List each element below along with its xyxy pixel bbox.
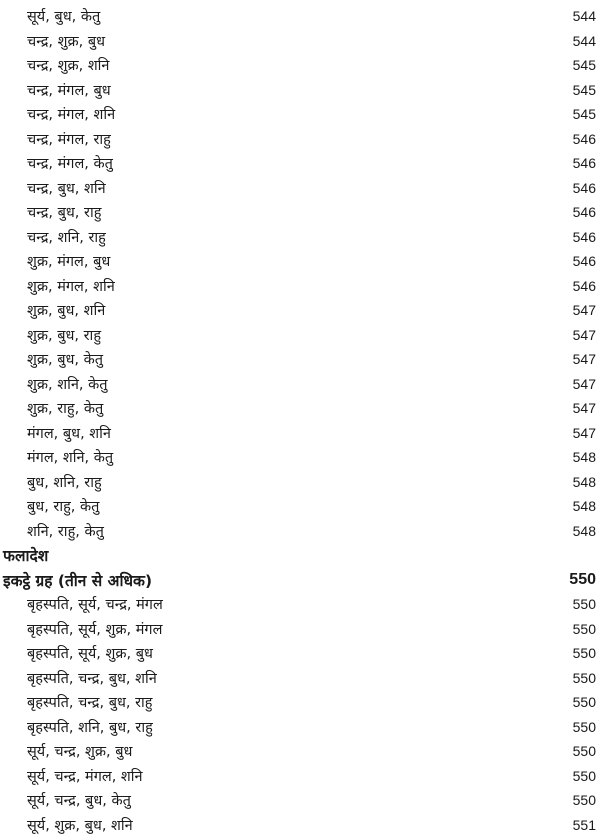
- toc-entry: [0, 641, 600, 666]
- toc-entry-page-number: 547: [573, 400, 596, 416]
- heading-label: इकट्ठे ग्रह (तीन से अधिक): [3, 569, 152, 591]
- toc-entry-page-number: 547: [573, 302, 596, 318]
- toc-entry: [0, 200, 600, 225]
- heading-page-number: 550: [569, 571, 596, 589]
- toc-entry: [0, 127, 600, 152]
- toc-entry-page-number: 551: [573, 817, 596, 833]
- toc-entry-page-number: 550: [573, 792, 596, 808]
- toc-entry: [0, 323, 600, 348]
- toc-entry-page-number: 550: [573, 694, 596, 710]
- toc-entry-label: शुक्र, मंगल, शनि: [27, 276, 115, 296]
- toc-entry: [0, 592, 600, 617]
- toc-entry-page-number: 546: [573, 253, 596, 269]
- toc-entry-label: बुध, शनि, राहु: [27, 472, 102, 492]
- toc-entry-page-number: 546: [573, 155, 596, 171]
- toc-entry-page-number: 550: [573, 621, 596, 637]
- toc-entry-label: बुध, राहु, केतु: [27, 496, 99, 516]
- toc-entry-page-number: 546: [573, 131, 596, 147]
- toc-entry-page-number: 546: [573, 180, 596, 196]
- toc-entry-label: चन्द्र, शनि, राहु: [27, 227, 106, 247]
- toc-entry-page-number: 550: [573, 670, 596, 686]
- toc-entry: [0, 298, 600, 323]
- toc-entry-label: चन्द्र, बुध, शनि: [27, 178, 106, 198]
- toc-heading-combined-planets: [0, 568, 600, 593]
- toc-section-more-than-three: [0, 592, 600, 837]
- toc-entry-label: शुक्र, मंगल, बुध: [27, 251, 110, 271]
- toc-heading-phaladesh: [0, 543, 600, 568]
- toc-entry-page-number: 548: [573, 474, 596, 490]
- toc-entry: [0, 690, 600, 715]
- toc-entry-page-number: 550: [573, 645, 596, 661]
- toc-entry-page-number: 550: [573, 743, 596, 759]
- toc-entry-page-number: 548: [573, 498, 596, 514]
- toc-entry-label: चन्द्र, मंगल, शनि: [27, 104, 115, 124]
- toc-entry-page-number: 547: [573, 327, 596, 343]
- toc-entry: [0, 396, 600, 421]
- toc-entry-page-number: 548: [573, 449, 596, 465]
- toc-entry-label: शुक्र, बुध, केतु: [27, 349, 103, 369]
- toc-entry: [0, 151, 600, 176]
- toc-entry-label: बृहस्पति, सूर्य, शुक्र, मंगल: [27, 619, 162, 639]
- toc-entry-label: शुक्र, बुध, शनि: [27, 300, 105, 320]
- toc-entry-label: चन्द्र, मंगल, राहु: [27, 129, 111, 149]
- toc-entry-label: शनि, राहु, केतु: [27, 521, 104, 541]
- toc-entry: [0, 4, 600, 29]
- toc-entry-label: बृहस्पति, चन्द्र, बुध, शनि: [27, 668, 157, 688]
- heading-label: फलादेश: [3, 544, 48, 566]
- toc-entry-page-number: 547: [573, 351, 596, 367]
- toc-entry: [0, 372, 600, 397]
- toc-entry: [0, 29, 600, 54]
- toc-entry-label: बृहस्पति, सूर्य, चन्द्र, मंगल: [27, 594, 163, 614]
- toc-entry: [0, 347, 600, 372]
- toc-entry: [0, 519, 600, 544]
- toc-entry-label: शुक्र, राहु, केतु: [27, 398, 103, 418]
- toc-entry-page-number: 544: [573, 8, 596, 24]
- toc-entry: [0, 470, 600, 495]
- toc-entry: [0, 176, 600, 201]
- toc-entry-page-number: 550: [573, 768, 596, 784]
- toc-entry: [0, 788, 600, 813]
- toc-entry-label: सूर्य, चन्द्र, मंगल, शनि: [27, 766, 143, 786]
- toc-entry-label: चन्द्र, मंगल, बुध: [27, 80, 111, 100]
- toc-entry: [0, 78, 600, 103]
- toc-entry: [0, 274, 600, 299]
- toc-entry-label: चन्द्र, शुक्र, बुध: [27, 31, 105, 51]
- toc-entry-label: चन्द्र, शुक्र, शनि: [27, 55, 109, 75]
- toc-entry-label: मंगल, बुध, शनि: [27, 423, 111, 443]
- toc-entry-label: बृहस्पति, शनि, बुध, राहु: [27, 717, 153, 737]
- toc-entry: [0, 666, 600, 691]
- toc-entry-page-number: 550: [573, 719, 596, 735]
- toc-entry-label: मंगल, शनि, केतु: [27, 447, 113, 467]
- toc-entry-page-number: 550: [573, 596, 596, 612]
- toc-page: [0, 4, 600, 837]
- toc-entry: [0, 421, 600, 446]
- toc-entry-page-number: 546: [573, 204, 596, 220]
- toc-entry-label: बृहस्पति, सूर्य, शुक्र, बुध: [27, 643, 153, 663]
- toc-entry: [0, 445, 600, 470]
- toc-entry-label: शुक्र, बुध, राहु: [27, 325, 101, 345]
- toc-entry-page-number: 546: [573, 229, 596, 245]
- toc-entry-page-number: 548: [573, 523, 596, 539]
- toc-entry: [0, 739, 600, 764]
- toc-section-three-planets: [0, 4, 600, 543]
- toc-entry: [0, 102, 600, 127]
- toc-entry: [0, 715, 600, 740]
- toc-entry-page-number: 546: [573, 278, 596, 294]
- toc-entry-page-number: 547: [573, 425, 596, 441]
- toc-entry-page-number: 545: [573, 82, 596, 98]
- toc-entry: [0, 764, 600, 789]
- toc-entry-page-number: 545: [573, 57, 596, 73]
- toc-entry-label: शुक्र, शनि, केतु: [27, 374, 108, 394]
- toc-entry-label: सूर्य, चन्द्र, बुध, केतु: [27, 790, 131, 810]
- toc-entry-label: चन्द्र, मंगल, केतु: [27, 153, 113, 173]
- toc-entry-label: सूर्य, शुक्र, बुध, शनि: [27, 815, 133, 835]
- toc-entry: [0, 617, 600, 642]
- toc-entry: [0, 249, 600, 274]
- toc-entry-page-number: 545: [573, 106, 596, 122]
- toc-entry-label: बृहस्पति, चन्द्र, बुध, राहु: [27, 692, 153, 712]
- toc-entry-page-number: 544: [573, 33, 596, 49]
- toc-entry: [0, 494, 600, 519]
- toc-entry: [0, 53, 600, 78]
- toc-entry-label: सूर्य, बुध, केतु: [27, 6, 100, 26]
- toc-entry: [0, 813, 600, 837]
- toc-entry: [0, 225, 600, 250]
- toc-entry-label: चन्द्र, बुध, राहु: [27, 202, 101, 222]
- toc-entry-label: सूर्य, चन्द्र, शुक्र, बुध: [27, 741, 132, 761]
- toc-entry-page-number: 547: [573, 376, 596, 392]
